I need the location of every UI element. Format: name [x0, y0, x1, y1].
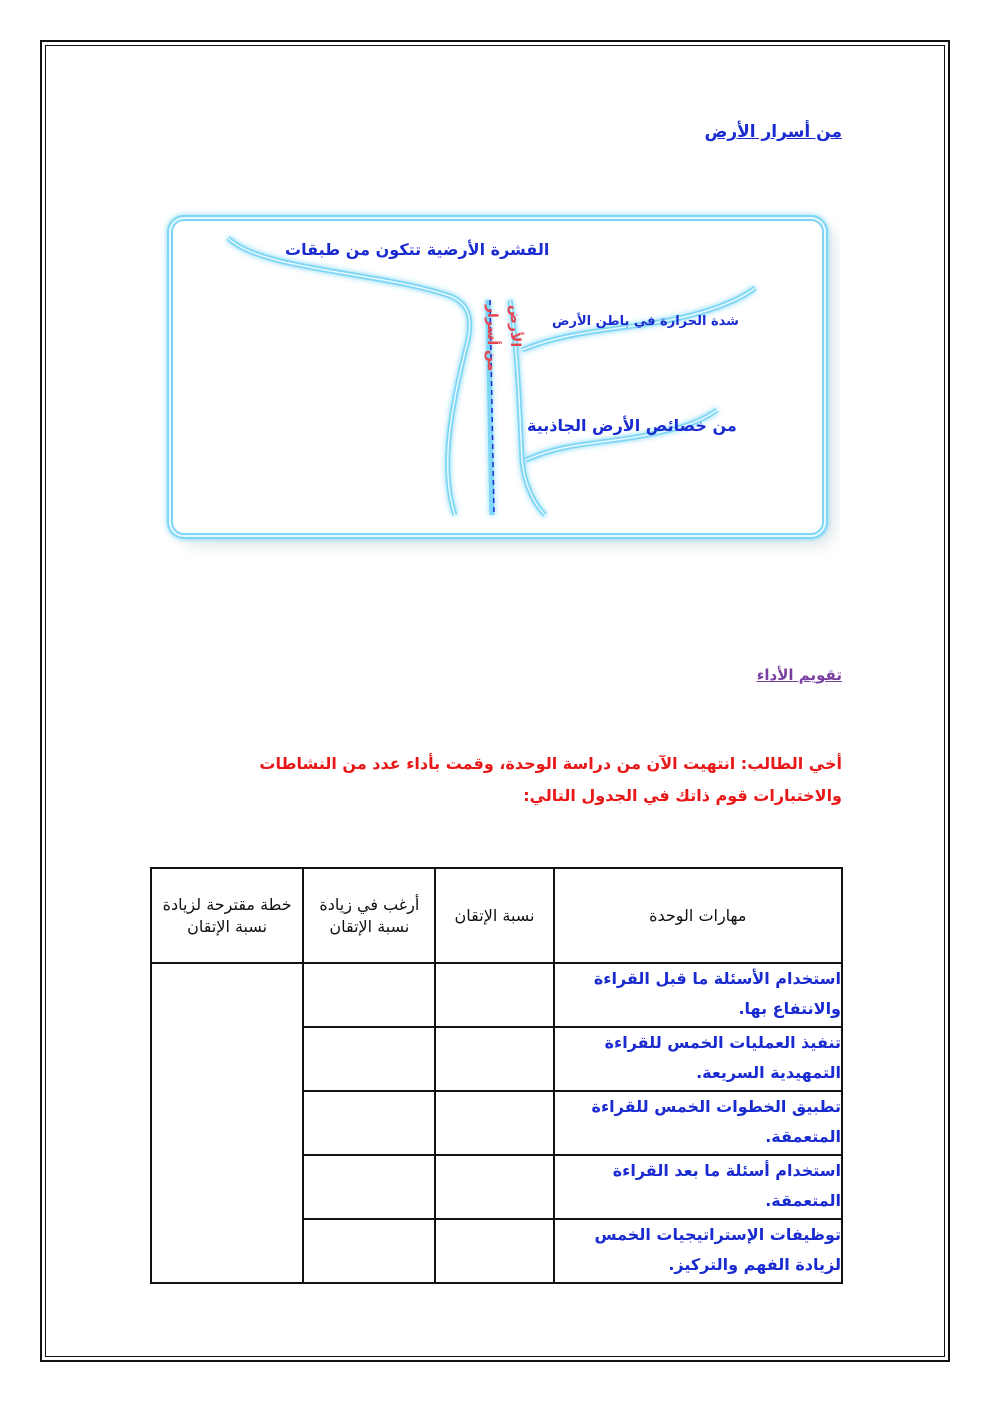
want-cell[interactable]: [303, 1219, 435, 1283]
skill-cell: تطبيق الخطوات الخمس للقراءة المتعمقة.: [554, 1091, 842, 1155]
want-cell[interactable]: [303, 963, 435, 1027]
mastery-cell[interactable]: [435, 963, 553, 1027]
trunk-label-secrets: من أسرار: [484, 305, 500, 372]
branch-label-gravity: من خصائص الأرض الجاذبية: [527, 416, 737, 435]
skills-table: [150, 867, 843, 1284]
table-header-row: [151, 868, 842, 963]
mastery-cell[interactable]: [435, 1027, 553, 1091]
skill-cell: تنفيذ العمليات الخمس للقراءة التمهيدية السريعة.: [554, 1027, 842, 1091]
branch-label-heat: شدة الحرارة في باطن الأرض: [552, 314, 739, 329]
table-row: [151, 963, 842, 1027]
evaluation-intro: أخي الطالب: انتهيت الآن من دراسة الوحدة، وقمت بأداء عدد من النشاطات والاختبارات قوم ذاتك في الجدول التالي:: [259, 754, 842, 805]
header-want: أرغب في زيادة نسبة الإتقان: [303, 868, 435, 963]
evaluation-heading: تقويم الأداء: [756, 666, 842, 684]
header-plan: خطة مقترحة لزيادة نسبة الإتقان: [151, 868, 303, 963]
skill-cell: توظيفات الإستراتيجيات الخمس لزيادة الفهم والتركيز.: [554, 1219, 842, 1283]
header-skills: مهارات الوحدة: [554, 868, 842, 963]
page-title: من أسرار الأرض: [704, 122, 842, 142]
want-cell[interactable]: [303, 1091, 435, 1155]
branch-label-crust: القشرة الأرضية تتكون من طبقات: [285, 240, 550, 259]
header-mastery: نسبة الإتقان: [435, 868, 553, 963]
skill-cell: استخدام أسئلة ما بعد القراءة المتعمقة.: [554, 1155, 842, 1219]
want-cell[interactable]: [303, 1155, 435, 1219]
skill-cell: استخدام الأسئلة ما قبل القراءة والانتفاع بها.: [554, 963, 842, 1027]
want-cell[interactable]: [303, 1027, 435, 1091]
plan-cell[interactable]: [151, 963, 303, 1283]
mastery-cell[interactable]: [435, 1219, 553, 1283]
trunk-label-earth: الأرض: [507, 305, 523, 348]
mastery-cell[interactable]: [435, 1155, 553, 1219]
mastery-cell[interactable]: [435, 1091, 553, 1155]
